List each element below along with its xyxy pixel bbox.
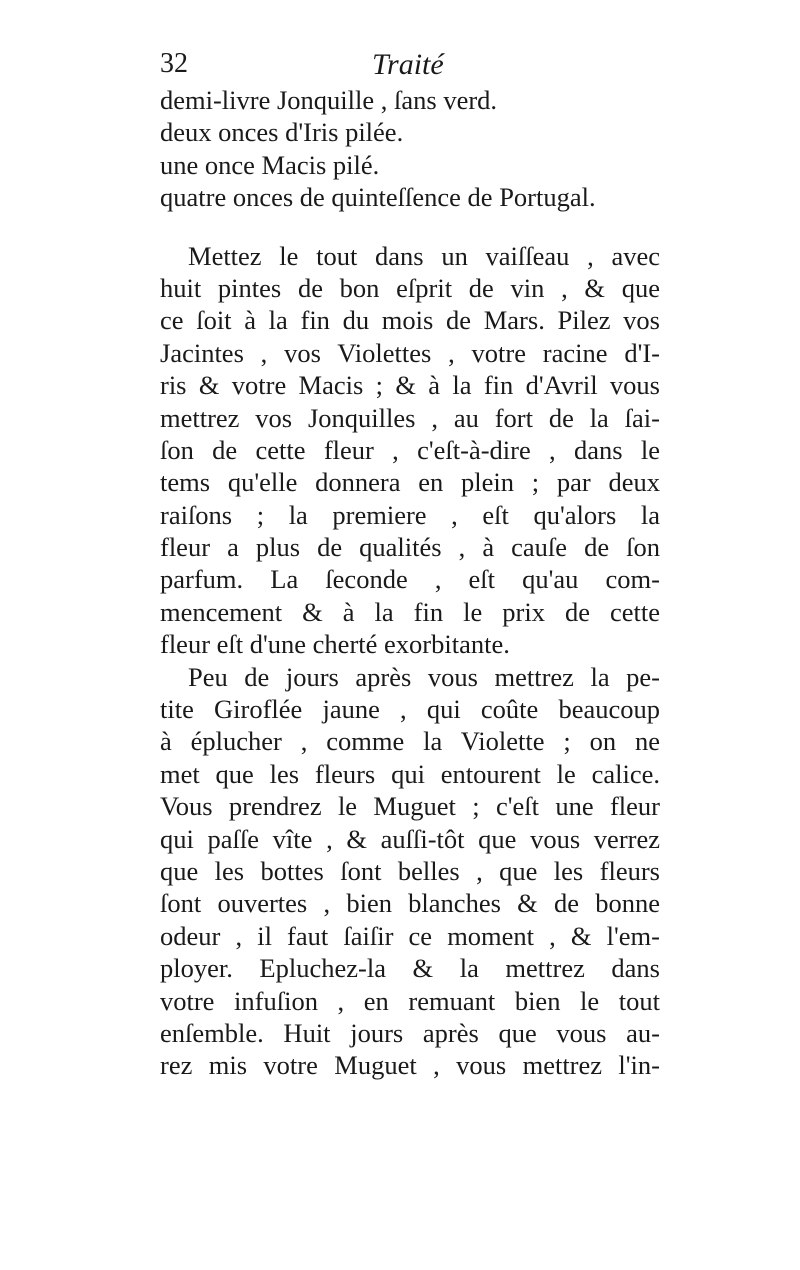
page-header	[160, 48, 660, 88]
paragraph-2	[160, 661, 660, 1082]
text-line: que les bottes ſont belles , que les fleurs	[160, 855, 660, 886]
text-line: ſon de cette fleur , c'eſt-à-dire , dans le	[160, 434, 660, 465]
text-line: ſont ouvertes , bien blanches & de bonne	[160, 888, 660, 919]
ingredient-list	[160, 84, 660, 214]
text-line: odeur , il faut ſaiſir ce moment , & l'em-	[160, 920, 660, 951]
text-line: Vous prendrez le Muguet ; c'eſt une fleur	[160, 791, 660, 822]
text-line: tite Giroflée jaune , qui coûte beaucoup	[160, 694, 660, 725]
text-line: met que les fleurs qui entourent le calice.	[160, 758, 660, 789]
paragraph-1	[160, 240, 660, 661]
body-text	[160, 84, 660, 1082]
text-line: enſemble. Huit jours après que vous au-	[160, 1017, 660, 1048]
text-line: ployer. Epluchez-la & la mettrez dans	[160, 953, 660, 984]
page-number: 32	[160, 48, 188, 79]
text-line: votre infuſion , en remuant bien le tout	[160, 985, 660, 1016]
text-line: ce ſoit à la fin du mois de Mars. Pilez vos	[160, 305, 660, 336]
ingredient-line: deux onces d'Iris pilée.	[160, 117, 404, 148]
ingredient-line: quatre onces de quinteſſence de Portugal.	[160, 182, 596, 213]
text-line: qui paſſe vîte , & auſſi-tôt que vous verrez	[160, 823, 660, 854]
text-line: Mettez le tout dans un vaiſſeau , avec	[188, 240, 660, 271]
text-line: Jacintes , vos Violettes , votre racine d'I-	[160, 337, 660, 368]
text-line: fleur a plus de qualités , à cauſe de ſon	[160, 532, 660, 563]
text-line: huit pintes de bon eſprit de vin , & que	[160, 272, 660, 303]
text-line: mencement & à la fin le prix de cette	[160, 596, 660, 627]
text-line: fleur eſt d'une cherté exorbitante.	[160, 629, 510, 660]
text-line: Peu de jours après vous mettrez la pe-	[188, 661, 660, 692]
text-line: à éplucher , comme la Violette ; on ne	[160, 726, 660, 757]
text-line: raiſons ; la premiere , eſt qu'alors la	[160, 499, 660, 530]
text-line: mettrez vos Jonquilles , au fort de la ſai-	[160, 402, 660, 433]
ingredient-line: une once Macis pilé.	[160, 149, 380, 180]
text-line: rez mis votre Muguet , vous mettrez l'in-	[160, 1050, 660, 1081]
ingredient-line: demi-livre Jonquille , ſans verd.	[160, 85, 498, 115]
running-title: Traité	[372, 48, 444, 81]
text-line: parfum. La ſeconde , eſt qu'au com-	[160, 564, 660, 595]
text-line: tems qu'elle donnera en plein ; par deux	[160, 467, 660, 498]
text-line: ris & votre Macis ; & à la fin d'Avril vous	[160, 370, 660, 401]
